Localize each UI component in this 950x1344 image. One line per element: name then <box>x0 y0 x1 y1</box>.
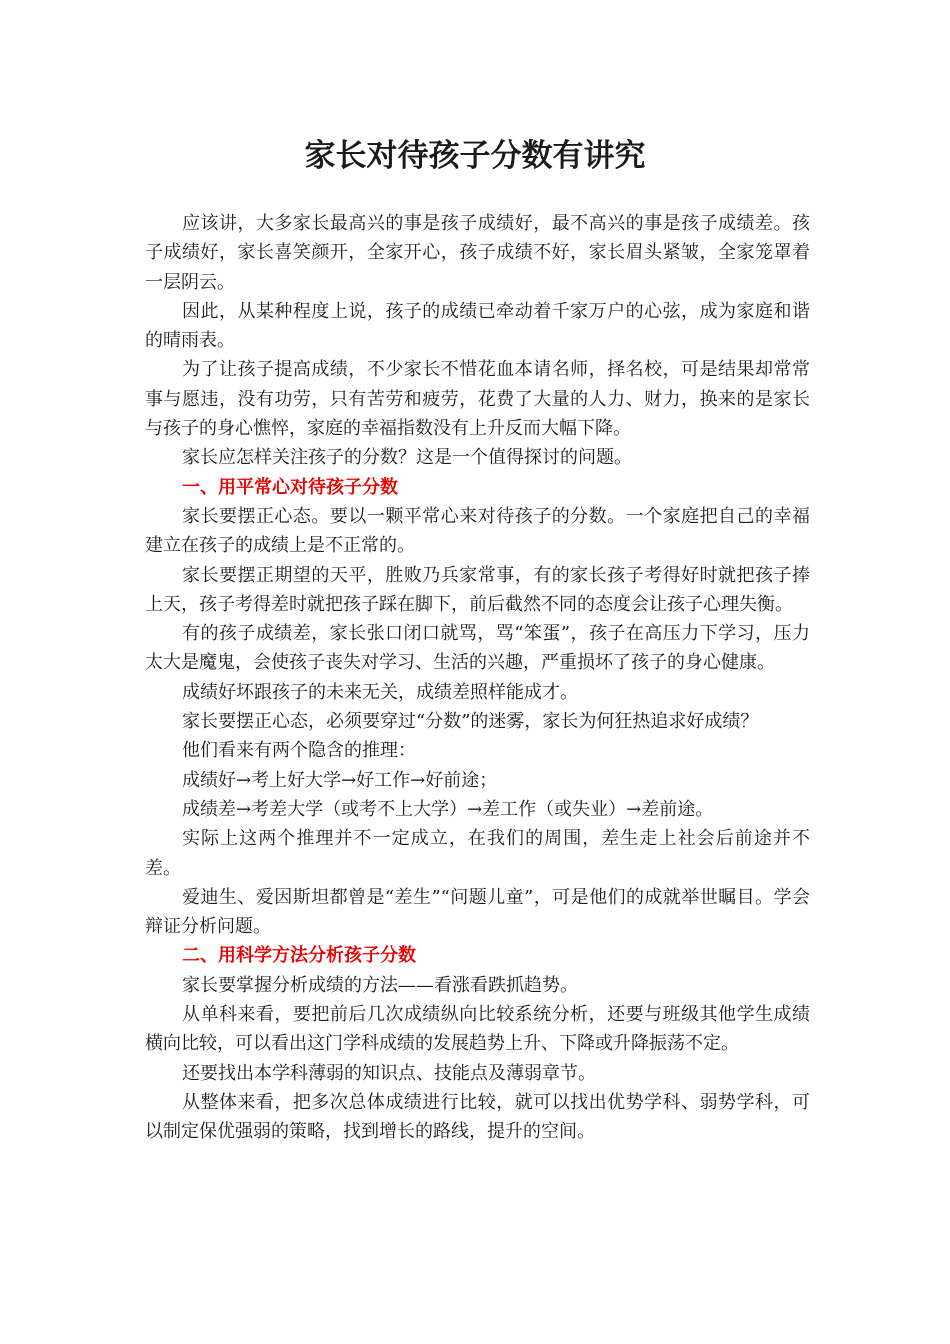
paragraph: 应该讲，大多家长最高兴的事是孩子成绩好，最不高兴的事是孩子成绩差。孩子成绩好，家长喜笑颜开，全家开心，孩子成绩不好，家长眉头紧皱，全家笼罩着一层阴云。 <box>145 213 810 293</box>
paragraph: 家长应怎样关注孩子的分数？这是一个值得探讨的问题。 <box>182 447 632 469</box>
paragraph: 家长要摆正心态，必须要穿过“分数”的迷雾，家长为何狂热追求好成绩？ <box>182 711 759 733</box>
paragraph: 从单科来看，要把前后几次成绩纵向比较系统分析，还要与班级其他学生成绩横向比较，可以看出这门学科成绩的发展趋势上升、下降或升降振荡不定。 <box>145 1004 810 1055</box>
paragraph: 从整体来看，把多次总体成绩进行比较，就可以找出优势学科、弱势学科，可以制定保优强弱的策略，找到增长的路线，提升的空间。 <box>145 1091 810 1143</box>
section-heading: 二、用科学方法分析孩子分数 <box>182 945 416 967</box>
paragraph: 爱迪生、爱因斯坦都曾是“差生”“问题儿童”，可是他们的成就举世瞩目。学会辩证分析问题。 <box>145 886 810 938</box>
paragraph: 他们看来有两个隐含的推理： <box>182 740 416 762</box>
paragraph: 实际上这两个推理并不一定成立，在我们的周围，差生走上社会后前途并不差。 <box>145 828 810 879</box>
document-body <box>145 209 810 1147</box>
document-title: 家长对待孩子分数有讲究 <box>304 138 646 174</box>
paragraph: 成绩差→考差大学（或考不上大学）→差工作（或失业）→差前途。 <box>182 798 714 820</box>
paragraph: 还要找出本学科薄弱的知识点、技能点及薄弱章节。 <box>182 1062 596 1084</box>
paragraph: 成绩好→考上好大学→好工作→好前途； <box>182 769 498 791</box>
paragraph: 家长要摆正心态。要以一颗平常心来对待孩子的分数。一个家庭把自己的幸福建立在孩子的成绩上是不正常的。 <box>145 505 810 557</box>
paragraph: 家长要掌握分析成绩的方法——看涨看跌抓趋势。 <box>182 974 578 996</box>
section-heading: 一、用平常心对待孩子分数 <box>182 476 398 498</box>
paragraph: 家长要摆正期望的天平，胜败乃兵家常事，有的家长孩子考得好时就把孩子捧上天，孩子考得差时就把孩子踩在脚下，前后截然不同的态度会让孩子心理失衡。 <box>145 564 810 615</box>
paragraph: 为了让孩子提高成绩，不少家长不惜花血本请名师，择名校，可是结果却常常事与愿违，没有功劳，只有苦劳和疲劳，花费了大量的人力、财力，换来的是家长与孩子的身心憔悴，家庭的幸福指数没有上升反而大幅下降。 <box>145 359 810 440</box>
paragraph: 有的孩子成绩差，家长张口闭口就骂，骂“笨蛋”，孩子在高压力下学习，压力太大是魔鬼，会使孩子丧失对学习、生活的兴趣，严重损坏了孩子的身心健康。 <box>145 623 810 674</box>
paragraph: 成绩好坏跟孩子的未来无关，成绩差照样能成才。 <box>182 681 578 703</box>
paragraph: 因此，从某种程度上说，孩子的成绩已牵动着千家万户的心弦，成为家庭和谐的晴雨表。 <box>145 300 810 352</box>
